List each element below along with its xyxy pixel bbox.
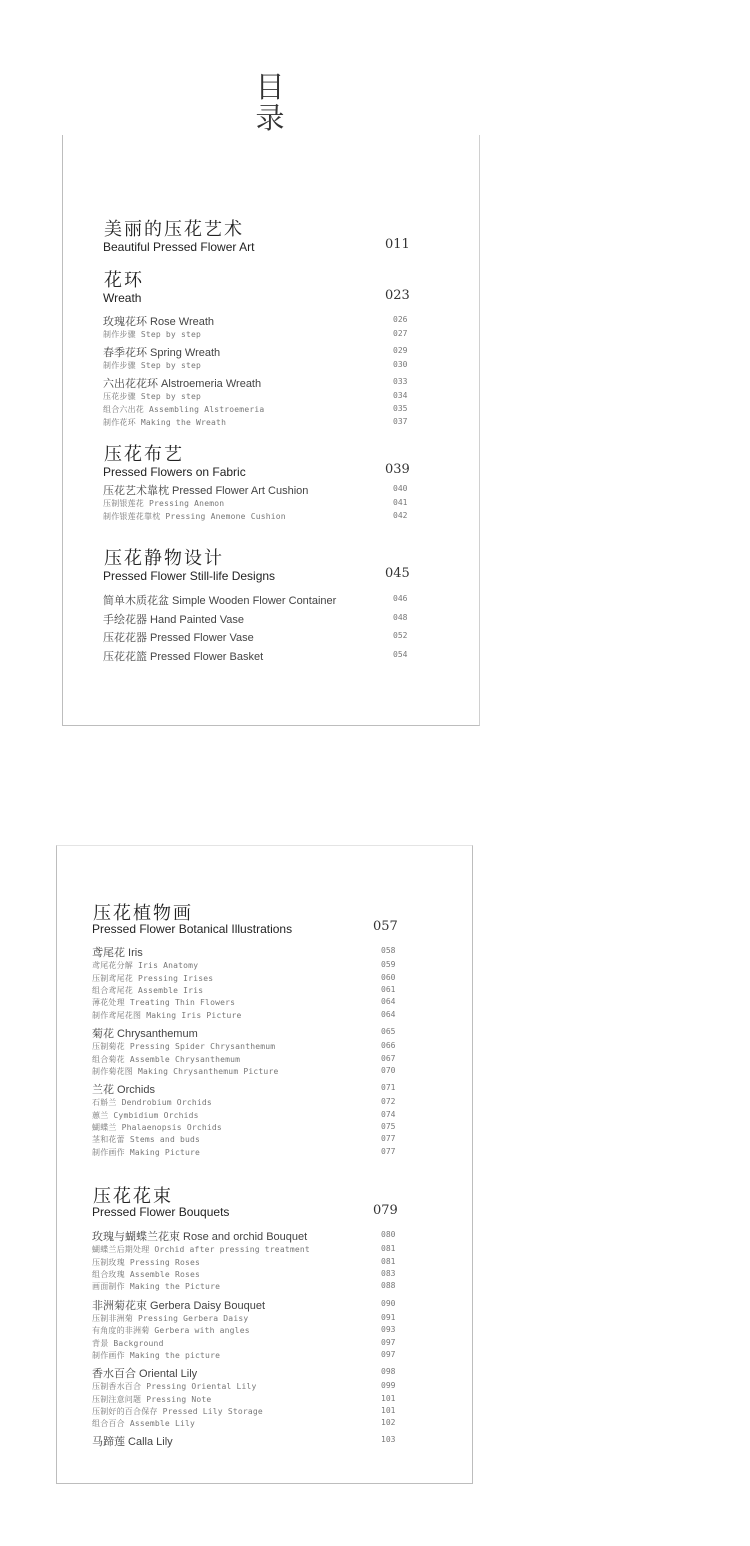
toc-subentry: 制作步骤 Step by step: [103, 361, 202, 370]
section-title-en: Pressed Flower Botanical Illustrations: [92, 922, 293, 936]
toc-subentry: 组合六出花 Assembling Alstroemeria: [103, 405, 265, 414]
toc-entry: 压花花篮 Pressed Flower Basket: [103, 651, 264, 663]
toc-entry-page: 035: [393, 404, 408, 413]
toc-entry-page: 093: [381, 1325, 396, 1334]
toc-entry-page: 027: [393, 329, 408, 338]
toc-entry: 鸢尾花 Iris: [92, 947, 143, 959]
toc-subentry: 压制鸢尾花 Pressing Irises: [92, 974, 214, 983]
toc-entry-page: 081: [381, 1257, 396, 1266]
toc-entry-page: 033: [393, 377, 408, 386]
toc-entry-page: 099: [381, 1381, 396, 1390]
toc-subentry: 石斛兰 Dendrobium Orchids: [92, 1098, 212, 1107]
toc-subentry: 蝴蝶兰后期处理 Orchid after pressing treatment: [92, 1245, 310, 1254]
toc-page-2: [56, 845, 473, 1484]
toc-entry-page: 090: [381, 1299, 396, 1308]
toc-entry-page: 101: [381, 1394, 396, 1403]
toc-entry-page: 059: [381, 960, 396, 969]
toc-entry-page: 066: [381, 1041, 396, 1050]
toc-subentry: 压制好的百合保存 Pressed Lily Storage: [92, 1407, 263, 1416]
toc-subentry: 制作画作 Making the picture: [92, 1351, 221, 1360]
toc-entry: 非洲菊花束 Gerbera Daisy Bouquet: [92, 1300, 266, 1312]
toc-entry-page: 029: [393, 346, 408, 355]
toc-entry-page: 067: [381, 1054, 396, 1063]
toc-entry: 压花艺术靠枕 Pressed Flower Art Cushion: [103, 485, 309, 497]
toc-entry-page: 098: [381, 1367, 396, 1376]
toc-subentry: 制作银莲花靠枕 Pressing Anemone Cushion: [103, 512, 286, 521]
toc-entry-page: 064: [381, 1010, 396, 1019]
toc-entry-page: 097: [381, 1338, 396, 1347]
toc-entry-page: 048: [393, 613, 408, 622]
toc-subentry: 压制玫瑰 Pressing Roses: [92, 1258, 201, 1267]
toc-subentry: 制作花环 Making the Wreath: [103, 418, 227, 427]
toc-subentry: 有角度的非洲菊 Gerbera with angles: [92, 1326, 250, 1335]
toc-subentry: 蝴蝶兰 Phalaenopsis Orchids: [92, 1123, 222, 1132]
toc-entry-page: 074: [381, 1110, 396, 1119]
section-title-en: Pressed Flower Still-life Designs: [103, 569, 276, 583]
toc-entry: 菊花 Chrysanthemum: [92, 1028, 198, 1040]
toc-entry-page: 064: [381, 997, 396, 1006]
toc-entry-page: 065: [381, 1027, 396, 1036]
toc-entry: 手绘花器 Hand Painted Vase: [103, 614, 245, 626]
section-page-number: 079: [373, 1203, 398, 1218]
section-title-cn: 压花植物画: [93, 903, 193, 924]
toc-entry: 简单木质花盆 Simple Wooden Flower Container: [103, 595, 337, 607]
toc-entry-page: 080: [381, 1230, 396, 1239]
toc-entry-page: 103: [381, 1435, 396, 1444]
toc-entry: 马蹄莲 Calla Lily: [92, 1436, 173, 1448]
toc-entry-page: 072: [381, 1097, 396, 1106]
section-title-en: Beautiful Pressed Flower Art: [103, 240, 255, 254]
toc-entry-page: 077: [381, 1147, 396, 1156]
toc-entry-page: 041: [393, 498, 408, 507]
toc-page-1: [62, 135, 480, 726]
toc-entry-page: 040: [393, 484, 408, 493]
toc-entry-page: 037: [393, 417, 408, 426]
toc-subentry: 制作画作 Making Picture: [92, 1148, 201, 1157]
toc-subentry: 薄花处理 Treating Thin Flowers: [92, 998, 236, 1007]
toc-entry-page: 091: [381, 1313, 396, 1322]
toc-entry-page: 101: [381, 1406, 396, 1415]
contents-title-cn-char-2: 录: [255, 101, 285, 135]
toc-subentry: 制作菊花图 Making Chrysanthemum Picture: [92, 1067, 279, 1076]
toc-subentry: 压制香水百合 Pressing Oriental Lily: [92, 1382, 257, 1391]
toc-subentry: 制作鸢尾花图 Making Iris Picture: [92, 1011, 242, 1020]
toc-entry-page: 061: [381, 985, 396, 994]
section-title-cn: 压花布艺: [104, 444, 184, 465]
toc-subentry: 组合百合 Assemble Lily: [92, 1419, 196, 1428]
toc-entry: 压花花器 Pressed Flower Vase: [103, 632, 254, 644]
toc-entry-page: 097: [381, 1350, 396, 1359]
toc-entry-page: 070: [381, 1066, 396, 1075]
toc-subentry: 压制菊花 Pressing Spider Chrysanthemum: [92, 1042, 276, 1051]
toc-entry-page: 083: [381, 1269, 396, 1278]
toc-subentry: 压制银莲花 Pressing Anemon: [103, 499, 225, 508]
toc-entry: 香水百合 Oriental Lily: [92, 1368, 198, 1380]
toc-entry-page: 052: [393, 631, 408, 640]
toc-entry-page: 030: [393, 360, 408, 369]
toc-subentry: 压制非洲菊 Pressing Gerbera Daisy: [92, 1314, 249, 1323]
contents-title-cn-char-1: 目: [255, 70, 285, 104]
toc-subentry: 压制注意问题 Pressing Note: [92, 1395, 212, 1404]
toc-entry-page: 026: [393, 315, 408, 324]
toc-entry-page: 102: [381, 1418, 396, 1427]
section-title-en: Pressed Flowers on Fabric: [103, 465, 246, 479]
toc-subentry: 组合鸢尾花 Assemble Iris: [92, 986, 204, 995]
section-title-cn: 压花花束: [93, 1186, 173, 1207]
toc-entry: 玫瑰花环 Rose Wreath: [103, 316, 215, 328]
toc-entry: 六出花花环 Alstroemeria Wreath: [103, 378, 262, 390]
contents-title-cn: [200, 72, 340, 134]
toc-entry-page: 075: [381, 1122, 396, 1131]
toc-entry-page: 081: [381, 1244, 396, 1253]
section-page-number: 023: [385, 288, 410, 303]
toc-entry-page: 088: [381, 1281, 396, 1290]
section-title-en: Pressed Flower Bouquets: [92, 1205, 230, 1219]
toc-entry-page: 042: [393, 511, 408, 520]
toc-entry: 春季花环 Spring Wreath: [103, 347, 221, 359]
section-title-cn: 美丽的压花艺术: [104, 219, 244, 240]
toc-subentry: 蕙兰 Cymbidium Orchids: [92, 1111, 199, 1120]
toc-subentry: 组合菊花 Assemble Chrysanthemum: [92, 1055, 241, 1064]
section-title-en: Wreath: [103, 291, 142, 305]
toc-entry: 兰花 Orchids: [92, 1084, 155, 1096]
toc-subentry: 茎和花蕾 Stems and buds: [92, 1135, 201, 1144]
toc-subentry: 画面制作 Making the Picture: [92, 1282, 221, 1291]
toc-entry-page: 071: [381, 1083, 396, 1092]
toc-entry-page: 054: [393, 650, 408, 659]
toc-entry: 玫瑰与蝴蝶兰花束 Rose and orchid Bouquet: [92, 1231, 308, 1243]
section-page-number: 045: [385, 566, 410, 581]
section-page-number: 039: [385, 462, 410, 477]
toc-subentry: 组合玫瑰 Assemble Roses: [92, 1270, 201, 1279]
toc-subentry: 背景 Background: [92, 1339, 164, 1348]
section-page-number: 011: [385, 237, 410, 252]
toc-subentry: 压花步骤 Step by step: [103, 392, 202, 401]
toc-entry-page: 058: [381, 946, 396, 955]
section-page-number: 057: [373, 919, 398, 934]
toc-subentry: 制作步骤 Step by step: [103, 330, 202, 339]
toc-entry-page: 077: [381, 1134, 396, 1143]
toc-entry-page: 034: [393, 391, 408, 400]
section-title-cn: 花环: [104, 270, 144, 291]
toc-subentry: 鸢尾花分解 Iris Anatomy: [92, 961, 199, 970]
section-title-cn: 压花静物设计: [104, 548, 224, 569]
toc-entry-page: 046: [393, 594, 408, 603]
toc-entry-page: 060: [381, 973, 396, 982]
